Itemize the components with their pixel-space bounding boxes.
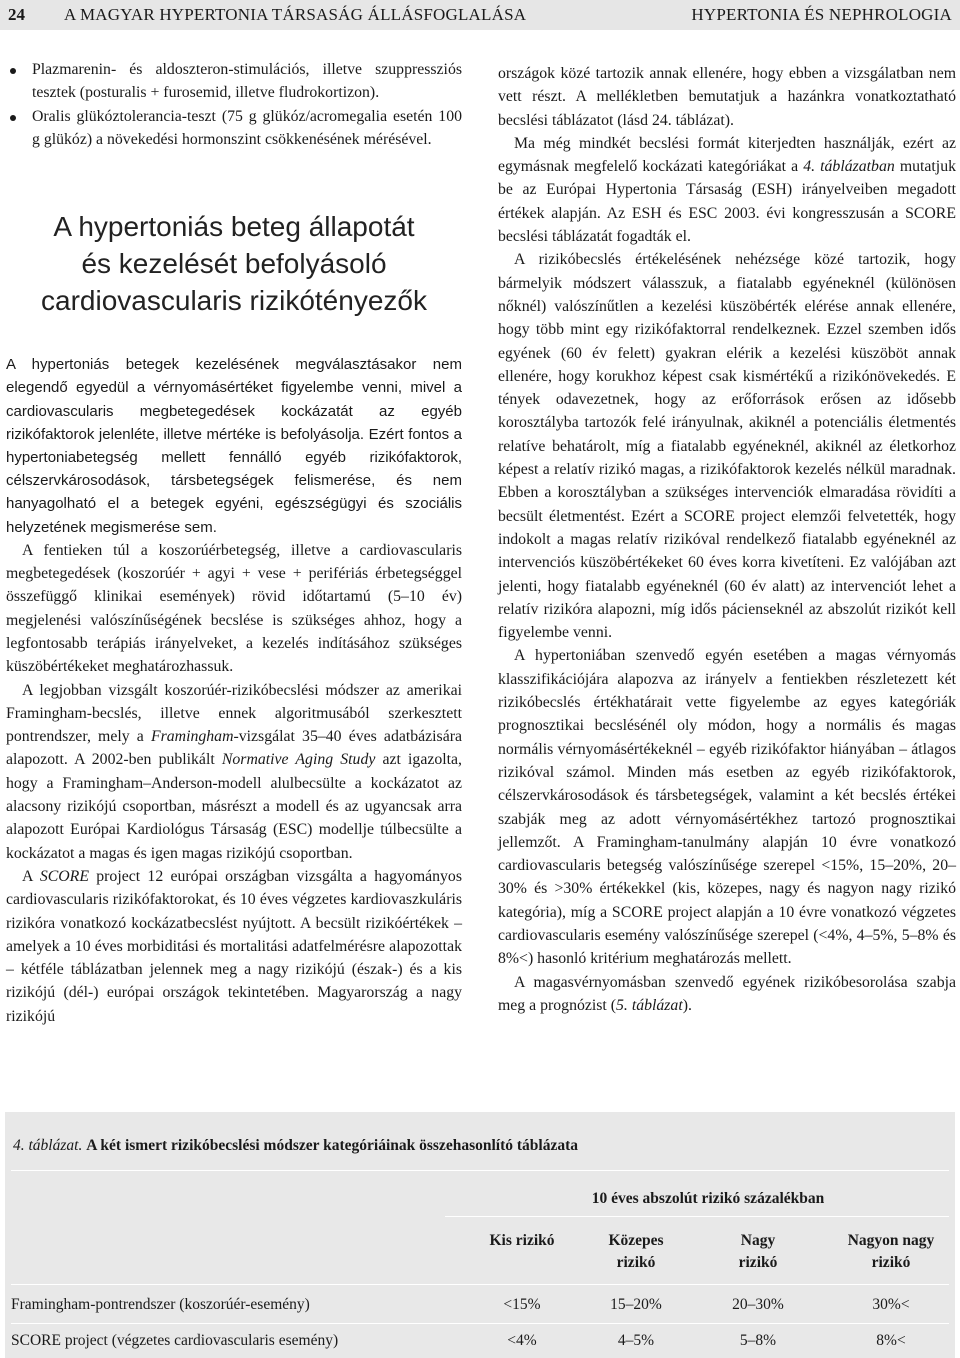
page-number: 24 xyxy=(8,5,25,24)
table-cell: <4% xyxy=(507,1332,537,1349)
column-header-low: Kis rizikó xyxy=(489,1232,555,1249)
body-paragraph: Ma még mindkét becslési formát kiterjedten használják, ezért az egymásnak megfelelő kockázati kategóriákat a 4. táblázatban mutatjuk be az Európai Hypertonia Társaság (ESH) irányelveiben megadott értékek alapján. Az ESH és ESC 2003. évi kongresszusán a SCORE becslési táblázatát fogadták el. xyxy=(498,134,956,246)
bullet-icon xyxy=(10,115,16,121)
table-cell: 30%< xyxy=(872,1296,910,1313)
table-title: A két ismert rizikóbecslési módszer kategóriáinak összehasonlító táblázata xyxy=(86,1137,578,1154)
right-column xyxy=(498,62,956,1017)
body-paragraph: A rizikóbecslés értékelésének nehézsége közé tartozik, hogy bármelyik módszert válasszuk, a fiatalabb egyéneknél (különösen nőknél) valószínűtlen a kezelési küszöbérték elérése annak ellenére, hogy több mint egy rizikófaktorral rendelkeznek. Ezzel szemben idős egyének (60 év felett) gyakran elérik a kezelési küszöböt annak ellenére, hogy korukhoz képest csak kismértékű a rizikónövekedés. E tények odavezetnek, hogy az erőforrások erősen az idősebb korosztályba tartozók felé irányulnak, akiknél a potenciális életmentés relatíve behatárolt, míg a fiatalabb egyéneknél, akiknél az életkorhoz képest a relatív rizikó magas, a rizikófaktorok kezelés nélkül maradnak. Ebben a korosztályban a szükséges intervenciók elmaradása rövidíti a becsült életmentést. Ezért a SCORE project elemzői felvetették, hogy indokolt a magas relatív rizikóval rendelkező fiatalabb egyéneknél az intervenciós küszöbértékeket 60 éves korra kivetíteni. Ez valójában azt jelenti, hogy fiatalabb egyéneknél (60 év alatt) az intervenciót lehet a relatív rizikóra alapozni, míg idős pácienseknél az abszolút rizikót kell figyelembe venni. xyxy=(498,251,956,642)
left-column xyxy=(6,58,462,1028)
body-paragraph: A hypertoniában szenvedő egyén esetében a magas vérnyomás klasszifikációjára alapozva az irányelv a fentiekben részletezett két rizikóbecslés értékhatárait vette figyelembe az egyes kategóriák prognosztikai becslésénél oly módon, hogy a normális és magas normális vérnyomásértékeknél – egyéb rizikófaktor hiányában – átlagos rizikóval számol. Minden más esetben az egyéb rizikófaktorok, célszervkárosodások és társbetegségek, valamint a két becslés értékei szabják meg az adott vérnyomásértékhez tartozó prognosztikai jellemzőt. A Framingham-tanulmány alapján 10 évre vonatkozó cardiovascularis betegség valószínűsége szerepel <15%, 15–20%, 20–30% és >30% értékekkel (kis, közepes, nagy és nagyon nagy rizikó kategória), míg a SCORE project alapján a 10 évre vonatkozó végzetes cardiovascularis esemény valószínűsége szerepel (<4%, 4–5%, 5–8% és 8%<) hasonló kritérium meghatározás mellett. xyxy=(498,647,956,968)
table-divider xyxy=(11,1170,949,1171)
table-cell: 20–30% xyxy=(732,1296,784,1313)
column-header-very-high: Nagyon nagy rizikó xyxy=(847,1232,935,1271)
body-paragraph: A fentieken túl a koszorúérbetegség, illetve a cardiovascularis megbetegedések (koszorúér + agyi + vese + perifériás érbetegséggel összefüggő klinikai események) rövid időtartamú (5–10 év) megjelenési valószínűségének becslése is szükséges ahhoz, hogy a legfontosabb terápiás irányelveket, a kezelés indításához szükséges küszöbértékeket meghatározhassuk. xyxy=(6,541,462,676)
table-cell: 15–20% xyxy=(610,1296,662,1313)
section-heading: A hypertoniás beteg állapotát és kezelését befolyásoló cardiovascularis rizikótényezők xyxy=(41,211,427,317)
list-item: Oralis glükóztolerancia-teszt (75 g glükóz/acromegalia esetén 100 g glükóz) a növekedési hormonszint csökkenésének mérésével. xyxy=(6,105,462,152)
body-paragraph: A legjobban vizsgált koszorúér-rizikóbecslési módszer az amerikai Framingham-becslés, illetve ennek algoritmusából szerkesztett pontrendszer, mely a Framingham-vizsgálat 35–40 éves adatbázisára alapozott. A 2002-ben publikált Normative Aging Study azt igazolta, hogy a Framingham–Anderson-modell alulbecsülte a kockázatot az alacsony rizikójú csoportban, másrészt a modell és az ugyancsak arra alapozott Európai Kardiológus Társaság (ESC) modellje túlbecsülte a kockázatot a magas és igen magas rizikójú csoportban. xyxy=(6,681,462,862)
test-list xyxy=(6,58,462,151)
intro-paragraph: A hypertoniás betegek kezelésének megválasztásakor nem elegendő egyedül a vérnyomásértéket figyelembe venni, mivel a cardiovascularis megbetegedések kockázatát az egyéb rizikófaktorok jelenléte, illetve mértéke is befolyásolja. Ezért fontos a hypertoniabetegség mellett fennálló egyéb rizikófaktorok, célszervkárosodások, társbetegségek felismerése, és nem hanyagolható el a betegek egyéni, egészségügyi és szociális helyzetének megismerése sem. xyxy=(6,356,462,536)
span-header: 10 éves abszolút rizikó százalékban xyxy=(591,1190,825,1207)
body-paragraph: A SCORE project 12 európai országban vizsgálta a hagyományos cardiovascularis rizikófaktorokat, és 10 éves végzetes kardiovaszkuláris rizikóra vonatkozó kockázatbecslést nyújtott. A becsült rizikóértékek – amelyek a 10 éves morbiditási és mortalitási adatfelmérésre alapozottak – kétféle táblázatban jelennek meg a nagy rizikójú (észak-) és a kis rizikójú (dél-) európai országok tekintetében. Magyarország a nagy rizikójú xyxy=(6,867,462,1025)
table-cell: <15% xyxy=(503,1296,541,1313)
table-cell: 8%< xyxy=(876,1332,906,1349)
bullet-icon xyxy=(10,68,16,74)
row-label: SCORE project (végzetes cardiovascularis esemény) xyxy=(11,1332,339,1349)
row-label: Framingham-pontrendszer (koszorúér-esemény) xyxy=(11,1296,310,1313)
list-item: Plazmarenin- és aldoszteron-stimulációs, illetve szuppressziós tesztek (posturalis + furosemid, illetve fludrokortizon). xyxy=(6,58,462,105)
section-title: HYPERTONIA ÉS NEPHROLOGIA xyxy=(691,5,952,24)
body-paragraph: A magasvérnyomásban szenvedő egyének rizikóbesorolása szabja meg a prognózist (5. táblázat). xyxy=(498,973,956,1014)
column-header-high: Nagy rizikó xyxy=(738,1232,778,1271)
table-number: 4. táblázat. xyxy=(13,1137,83,1154)
table-divider xyxy=(11,1284,949,1285)
comparison-table xyxy=(5,1112,955,1358)
running-header xyxy=(0,0,960,30)
table-cell: 5–8% xyxy=(739,1332,777,1349)
journal-title: A MAGYAR HYPERTONIA TÁRSASÁG ÁLLÁSFOGLALÁSA xyxy=(64,5,527,24)
table-divider xyxy=(11,1323,949,1324)
body-paragraph: országok közé tartozik annak ellenére, hogy ebben a vizsgálatban nem vett részt. A mellékletben bemutatjuk a hazánkra vonatkoztatható becslési táblázatot (lásd 24. táblázat). xyxy=(498,65,956,129)
table-divider xyxy=(445,1216,949,1217)
table-caption xyxy=(13,1137,578,1155)
column-header-moderate: Közepes rizikó xyxy=(608,1232,664,1271)
table-cell: 4–5% xyxy=(617,1332,655,1349)
